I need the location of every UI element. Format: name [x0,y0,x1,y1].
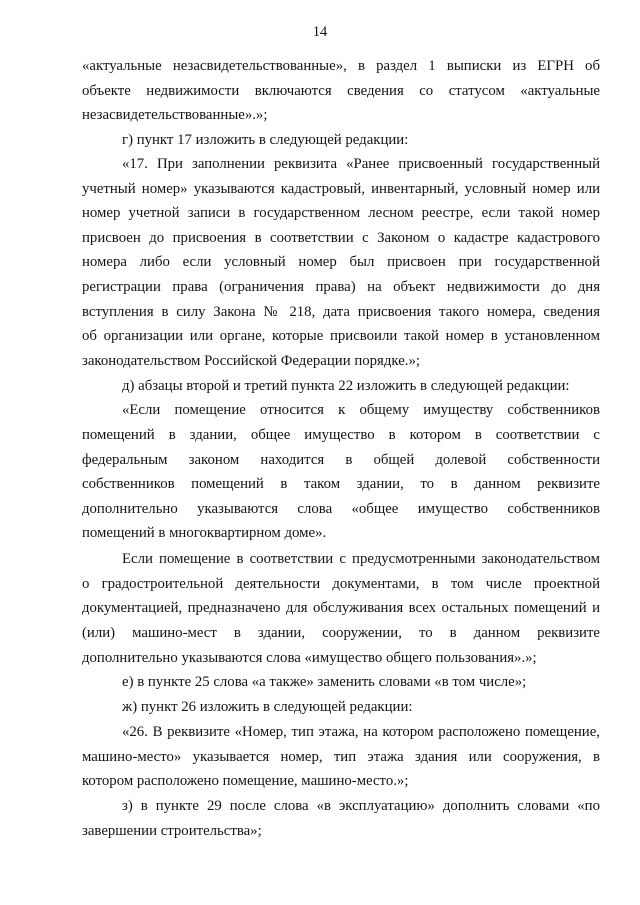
text-line: (или) машино-мест в здании, сооружении, то в данном реквизите [82,625,600,641]
text-line: «17. При заполнении реквизита «Ранее присвоенный государственный [122,156,600,172]
text-line: завершении строительства»; [82,823,262,839]
text-line: «актуальные незасвидетельствованные», в раздел 1 выписки из ЕГРН об [82,58,600,74]
text-line: номер учетной записи в государственном лесном реестре, если такой номер [82,205,600,221]
text-line: г) пункт 17 изложить в следующей редакции: [122,132,409,148]
text-line: котором расположено помещение, машино-место.»; [82,773,409,789]
text-line: присвоен до присвоения в соответствии с Законом о кадастре кадастрового [82,230,600,246]
text-line: номера либо если условный номер был присвоен при государственной [82,254,600,270]
text-line: машино-место» указывается номер, тип этажа здания или сооружения, в [82,749,600,765]
text-line: Если помещение в соответствии с предусмотренными законодательством [122,551,600,567]
text-line: федеральным законом находится в общей долевой собственности [82,452,600,468]
text-line: о градостроительной деятельности документами, в том числе проектной [82,576,600,592]
text-line: об организации или органе, которые присвоили такой номер в установленном [82,328,600,344]
text-line: «26. В реквизите «Номер, тип этажа, на котором расположено помещение, [122,724,600,740]
text-line: помещений в многоквартирном доме». [82,525,327,541]
page-number: 14 [312,24,328,40]
text-line: собственников помещений в таком здании, то в данном реквизите [82,476,600,492]
text-line: помещений в здании, общее имущество в котором в соответствии с [82,427,600,443]
text-line: е) в пункте 25 слова «а также» заменить словами «в том числе»; [122,674,527,690]
text-line: з) в пункте 29 после слова «в эксплуатацию» дополнить словами «по [122,798,600,814]
text-line: незасвидетельствованные».»; [82,107,268,123]
text-line: д) абзацы второй и третий пункта 22 изложить в следующей редакции: [122,378,570,394]
text-line: объекте недвижимости включаются сведения со статусом «актуальные [82,83,600,99]
text-line: ж) пункт 26 изложить в следующей редакции: [122,699,413,715]
text-line: дополнительно указываются слова «имущество общего пользования».»; [82,650,537,666]
text-line: «Если помещение относится к общему имуществу собственников [122,402,600,418]
text-line: учетный номер» указываются кадастровый, инвентарный, условный номер или [82,181,600,197]
text-line: вступления в силу Закона № 218, дата присвоения такого номера, сведения [82,304,600,320]
text-line: дополнительно указываются слова «общее имущество собственников [82,501,600,517]
text-line: регистрации права (ограничения права) на объект недвижимости до дня [82,279,600,295]
text-line: законодательством Российской Федерации порядке.»; [82,353,420,369]
text-line: документацией, предназначено для обслуживания всех остальных помещений и [82,600,600,616]
